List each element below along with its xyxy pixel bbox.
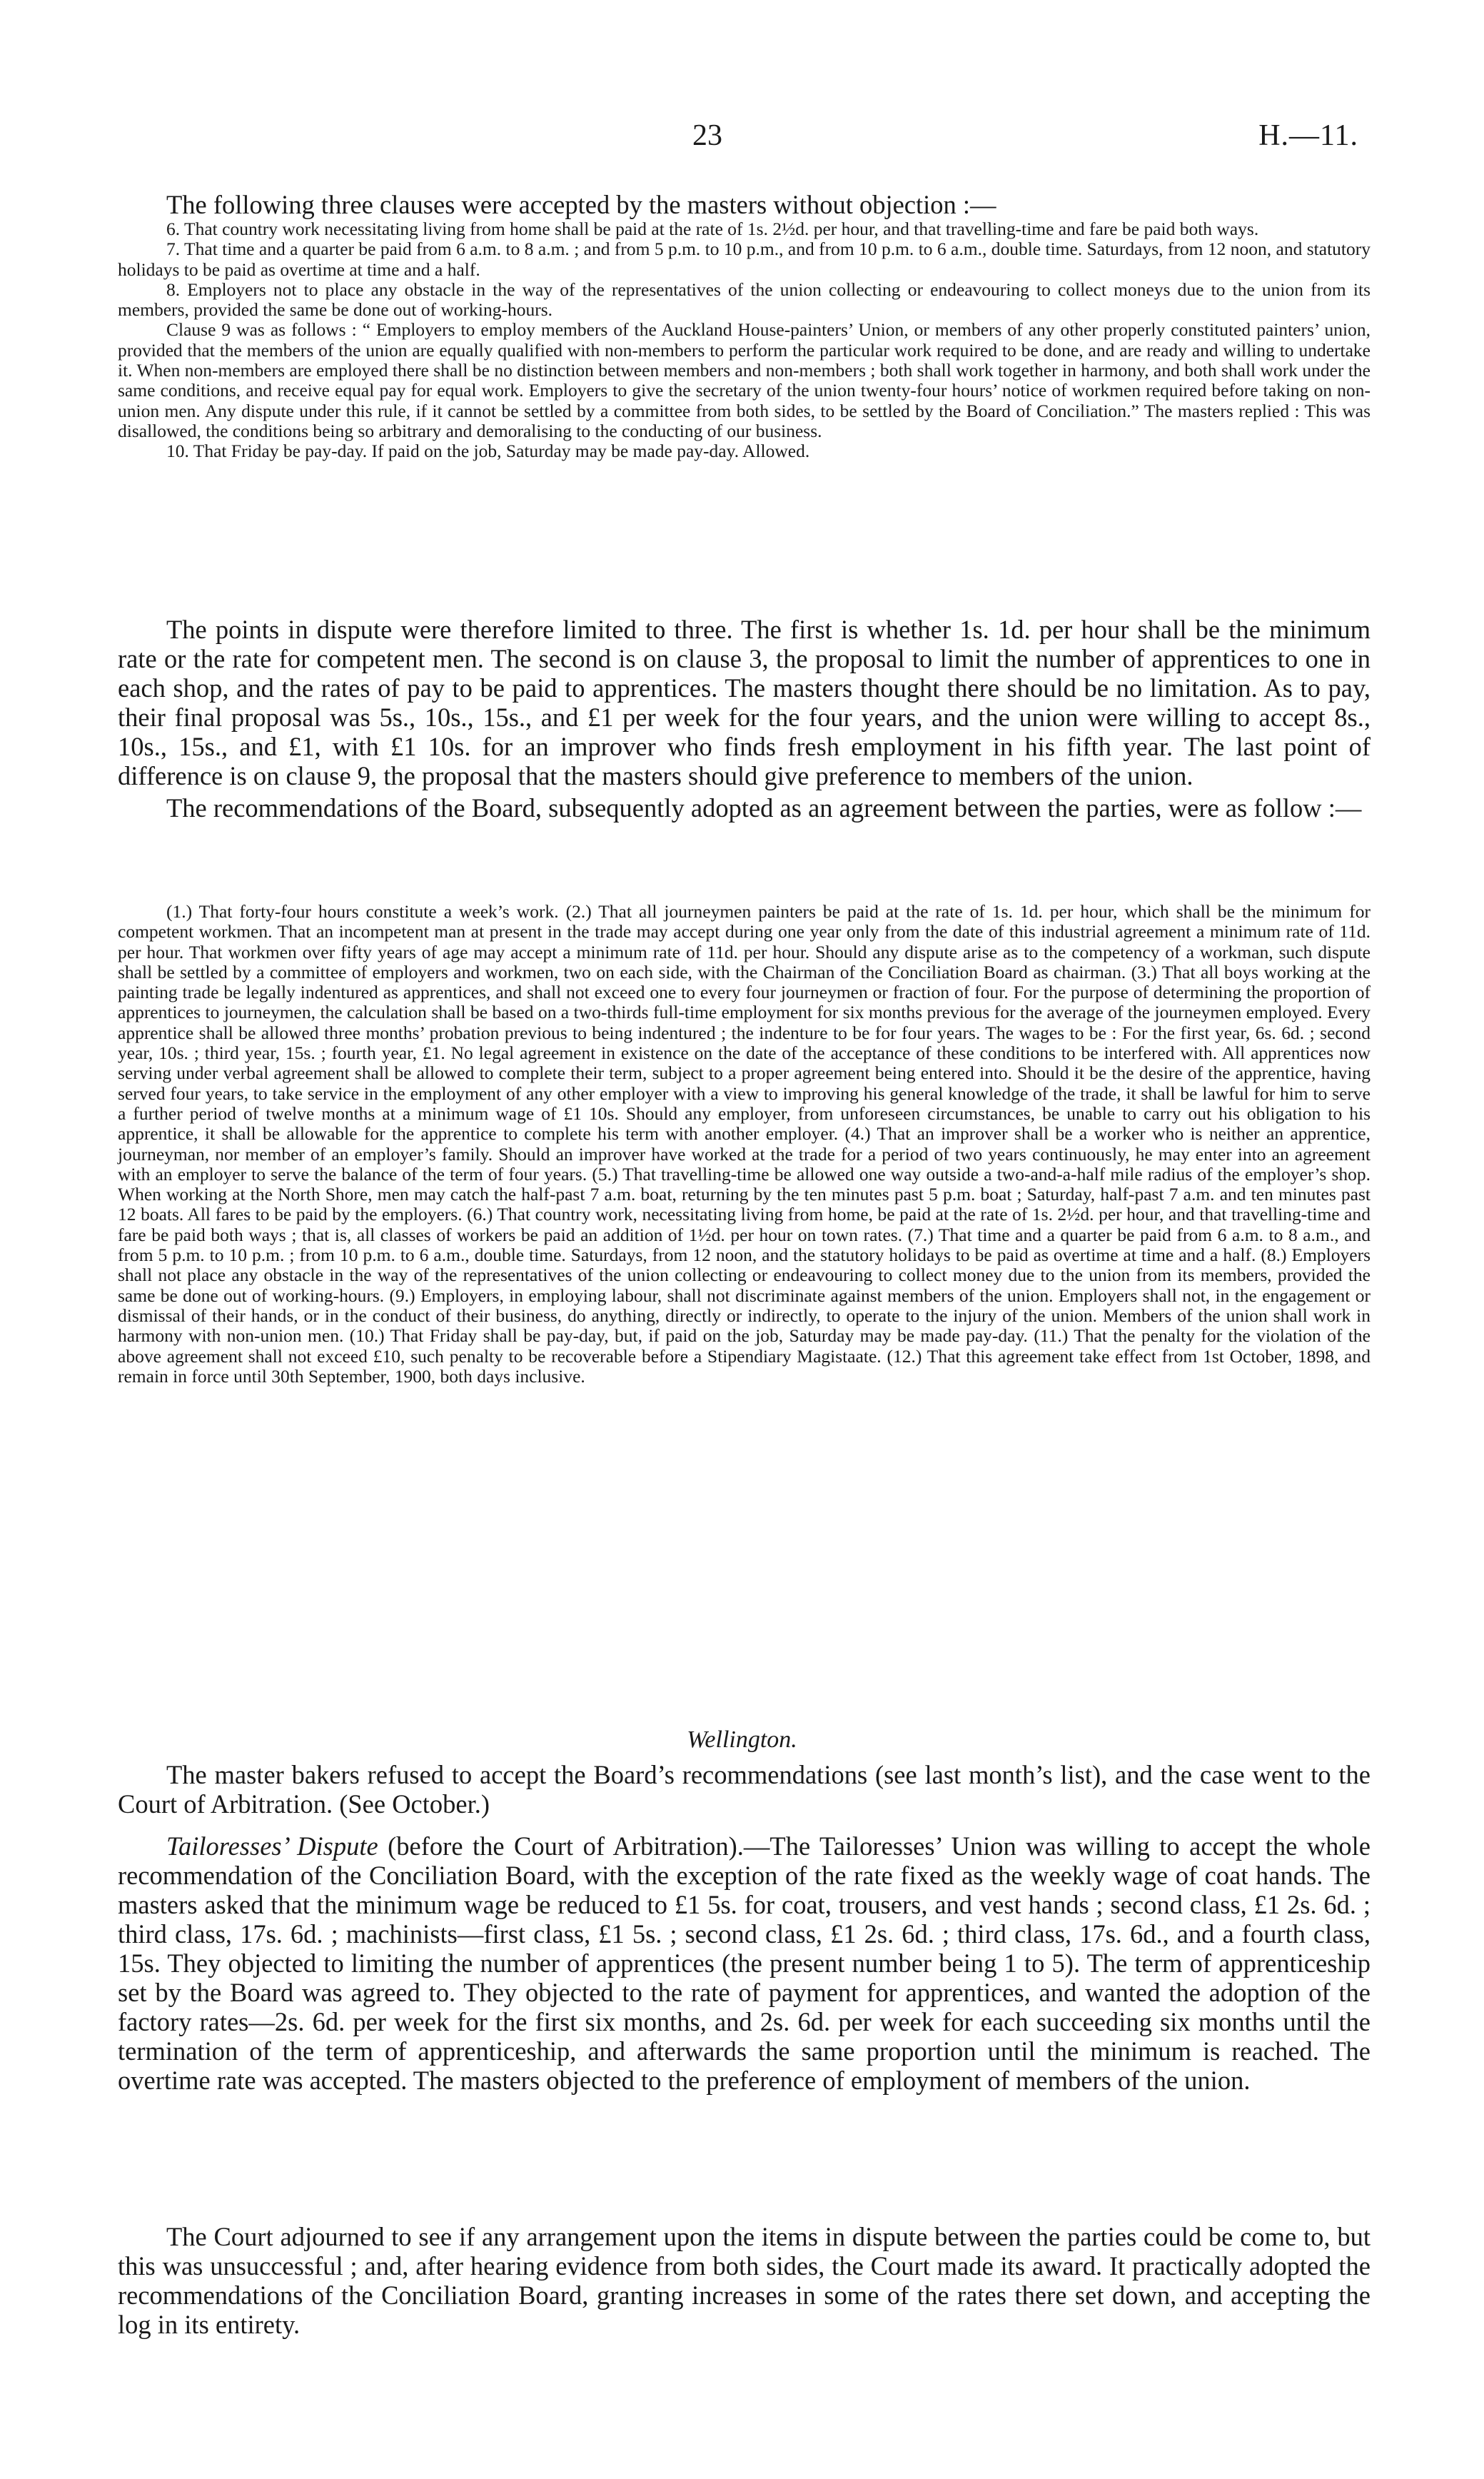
accepted-clauses-intro: The following three clauses were accepted by the masters without objection :— bbox=[166, 190, 996, 219]
page-number: 23 bbox=[692, 119, 722, 152]
recommendations-section bbox=[118, 902, 1371, 1387]
court-section bbox=[118, 2222, 1371, 2339]
wellington-heading: Wellington. bbox=[687, 1726, 797, 1753]
points-in-dispute-paragraph: The points in dispute were therefore limited to three. The first is whether 1s. 1d. per hour shall be the minimum rate or the rate for competent men. The second is on clause 3, the proposal to limit the number of apprentices to one in each shop, and the rates of pay to be paid to apprentices. The masters thought there should be no limitation. As to pay, their final proposal was 5s., 10s., 15s., and £1 per week for the four years, and the union were willing to accept 8s., 10s., 15s., and £1, with £1 10s. for an improver who finds fresh employment in his fifth year. The last point of difference is on clause 9, the proposal that the masters should give preference to members of the union. bbox=[118, 615, 1371, 790]
recommendations-text: (1.) That forty-four hours constitute a week’s work. (2.) That all journeymen painters be paid at the rate of 1s. 1d. per hour, which shall be the minimum for competent workmen. That an incompetent man at present in the trade may accept during one year only from the date of this industrial agreement a minimum rate of 11d. per hour. That workmen over fifty years of age may accept a minimum rate of 11d. per hour. Should any dispute arise as to the competency of a workman, such dispute shall be settled by a committee of employers and workmen, two on each side, with the Chairman of the Conciliation Board as chairman. (3.) That all boys working at the painting trade be legally indentured as apprentices, and shall not exceed one to every four journeymen or fraction of four. For the purpose of determining the proportion of apprentices to journeymen, the calculation shall be based on a two-thirds full-time employment for six months previous for the average of the journeymen employed. Every apprentice shall be allowed three months’ probation previous to being indentured ; the indenture to be for four years. The wages to be : For the first year, 6s. 6d. ; second year, 10s. ; third year, 15s. ; fourth year, £1. No legal agreement in existence on the date of the acceptance of these conditions to be interfered with. All apprentices now serving under verbal agreement shall be allowed to complete their term, subject to a proper agreement being entered into. Should it be the desire of the apprentice, having served four years, to take service in the employment of any other employer with a view to improving his general knowledge of the trade, it shall be lawful for him to serve a further period of twelve months at a minimum wage of £1 10s. Should any employer, from unforeseen circumstances, be unable to carry out his obligation to his apprentice, it shall be allowable for the apprentice to complete his term with another employer. (4.) That an improver shall be a worker who is neither an apprentice, journeyman, nor member of an employer’s family. Should an improver have worked at the trade for a period of two years continuously, he may enter into an agreement with an employer to serve the balance of the term of four years. (5.) That travelling-time be allowed one way outside a two-and-a-half mile radius of the employer’s shop. When working at the North Shore, men may catch the half-past 7 a.m. boat, returning by the ten minutes past 5 p.m. boat ; Saturday, half-past 7 a.m. and ten minutes past 12 boats. All fares to be paid by the employers. (6.) That country work, necessitating living from home, be paid at the rate of 1s. 2½d. per hour, and that travelling-time and fare be paid both ways ; that is, all classes of workers be paid an addition of 1½d. per hour on town rates. (7.) That time and a quarter be paid from 6 a.m. to 8 a.m., and from 5 p.m. to 10 p.m. ; from 10 p.m. to 6 a.m., double time. Saturdays, from 12 noon, and the statutory holidays to be paid as overtime at time and a half. (8.) Employers shall not place any obstacle in the way of the representatives of the union collecting or endeavouring to collect money due to the union from its members, provided the same be done out of working-hours. (9.) Employers, in employing labour, shall not discriminate against members of the union. Employers shall not, in the engagement or dismissal of their hands, or in the conduct of their business, do anything, directly or indirectly, to operate to the injury of the union. Members of the union shall work in harmony with non-union men. (10.) That Friday shall be pay-day, but, if paid on the job, Saturday may be made pay-day. (11.) That the penalty for the violation of the above agreement shall not exceed £10, such penalty to be recoverable before a Stipendiary Magistaate. (12.) That this agreement take effect from 1st October, 1898, and remain in force until 30th September, 1900, both days inclusive. bbox=[118, 901, 1371, 1387]
clause-10: 10. That Friday be pay-day. If paid on the job, Saturday may be made pay-day. Allowed. bbox=[166, 441, 810, 462]
tailoresses-paragraph bbox=[118, 1831, 1371, 2095]
tailoresses-body: (before the Court of Arbitration).—The Tailoresses’ Union was willing to accept the whole recommendation of the Conciliation Board, with the exception of the rate fixed as the weekly wage of coat hands. The masters asked that the minimum wage be reduced to £1 5s. for coat, trousers, and vest hands ; second class, £1 2s. 6d. ; third class, 17s. 6d. ; machinists—first class, £1 5s. ; second class, £1 2s. 6d. ; third class, 17s. 6d., and a fourth class, 15s. They objected to limiting the number of apprentices (the present number being 1 to 5). The term of apprenticeship set by the Board was agreed to. They objected to the rate of payment for apprentices, and wanted the adoption of the factory rates—2s. 6d. per week for the first six months, and 2s. 6d. per week for each succeeding six months until the termination of the term of apprenticeship, and afterwards the same proportion until the minimum is reached. The overtime rate was accepted. The masters objected to the preference of employment of members of the union. bbox=[118, 1831, 1371, 2095]
bakers-paragraph: The master bakers refused to accept the Board’s recommendations (see last month’s list), and the case went to the Court of Arbitration. (See October.) bbox=[118, 1760, 1371, 1819]
clause-8: 8. Employers not to place any obstacle in the way of the representatives of the union collecting or endeavouring to collect moneys due to the union from its members, provided the same be done out of working-hours. bbox=[118, 278, 1371, 321]
dispute-section bbox=[118, 615, 1371, 823]
court-paragraph: The Court adjourned to see if any arrangement upon the items in dispute between the parties could be come to, but this was unsuccessful ; and, after hearing evidence from both sides, the Court made its award. It practically adopted the recommendations of the Conciliation Board, granting increases in some of the rates there set down, and accepting the log in its entirety. bbox=[118, 2222, 1371, 2339]
wellington-section bbox=[118, 1760, 1371, 2095]
clause-7: 7. That time and a quarter be paid from 6 a.m. to 8 a.m. ; and from 5 p.m. to 10 p.m., and from 10 p.m. to 6 a.m., double time. Saturdays, from 12 noon, and statutory holidays to be paid as overtime at time and a half. bbox=[118, 238, 1371, 280]
clause-9: Clause 9 was as follows : “ Employers to employ members of the Auckland House-painters’ Union, or members of any other properly constituted painters’ union, provided that the members of the union are equally qualified with non-members to perform the particular work required to be done, and are ready and willing to undertake it. When non-members are employed there shall be no distinction between members and non-members ; both shall work together in harmony, and both shall work under the same conditions, and receive equal pay for equal work. Employers to give the secretary of the union twenty-four hours’ notice of workmen required before taking on non-union men. Any dispute under this rule, if it cannot be settled by a committee from both sides, to be settled by the Board of Conciliation.” The masters replied : This was disallowed, the conditions being so arbitrary and demoralising to the conducting of our business. bbox=[118, 319, 1371, 441]
board-recommendations-intro: The recommendations of the Board, subsequently adopted as an agreement between the parties, were as follow :— bbox=[166, 793, 1362, 823]
clause-6: 6. That country work necessitating living from home shall be paid at the rate of 1s. 2½d. per hour, and that travelling-time and fare be paid both ways. bbox=[166, 218, 1259, 239]
accepted-clauses-section bbox=[118, 190, 1371, 462]
tailoresses-title: Tailoresses’ Dispute bbox=[166, 1831, 378, 1861]
document-reference: H.—11. bbox=[1258, 119, 1358, 152]
